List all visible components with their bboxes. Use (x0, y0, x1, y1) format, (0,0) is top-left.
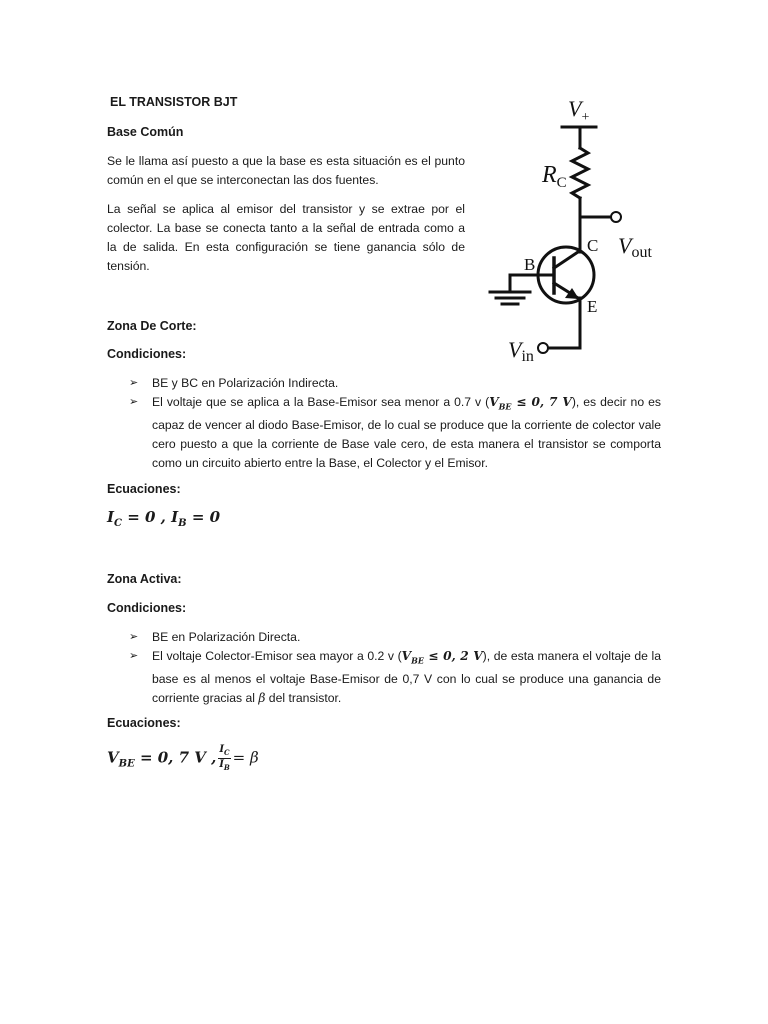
vbe-expression: $V_{BE} \le 0$, 7 V (489, 395, 572, 412)
base-comun-paragraph-1: Se le llama así puesto a que la base es esta situación es el punto común en el que se interconectan las dos fuentes. (107, 154, 465, 187)
activa-equation: $V_{BE} = 0$, 7 V , $\frac{I_C}{I_B}$ = β (107, 744, 259, 772)
activa-conditions-list (107, 628, 661, 708)
zona-activa-heading: Zona Activa: (107, 572, 182, 586)
vplus-label: $V_+$ (568, 96, 590, 125)
list-item: ➢ El voltaje Colector-Emisor sea mayor a 0.2 v ($V_{BE} \le 0$, 2 V), de esta manera el voltaje de la base es al menos el voltaje Base-Emisor de 0,7 V con lo cual se produce una ganancia de corriente gracias al β del transistor. (129, 649, 662, 706)
corte-conditions-label: Condiciones: (107, 347, 187, 361)
activa-conditions-label: Condiciones: (107, 601, 187, 615)
zona-corte-heading: Zona De Corte: (107, 319, 197, 333)
base-label: B (524, 255, 536, 274)
list-item: ➢ BE y BC en Polarización Indirecta. (107, 374, 661, 393)
corte-equations-label: Ecuaciones: (107, 482, 181, 496)
base-comun-paragraph-2: La señal se aplica al emisor del transistor y se extrae por el colector. La base se conecta tanto a la señal de entrada como a la de salida. En esta configuración se tiene ganancia sólo de tensión. (107, 202, 465, 273)
list-item: ➢ El voltaje que se aplica a la Base-Emisor sea menor a 0.7 v ($V_{BE} \le 0$, 7 V), es decir no es capaz de vencer al diodo Base-Emisor, de lo cual se produce que la corriente de colector vale cero puesto a que la corriente de Base vale cero, de esta manera el transistor se comporta como un circuito abierto entre la Base, el Colector y el Emisor. (129, 395, 661, 471)
arrowhead-bullet-icon: ➢ (129, 396, 139, 408)
transistor-collector-lead (554, 252, 578, 268)
page-title: EL TRANSISTOR BJT (110, 95, 238, 109)
vout-terminal (611, 212, 621, 222)
corte-conditions-list (107, 374, 661, 473)
arrowhead-bullet-icon: ➢ (129, 650, 139, 662)
rc-resistor (572, 148, 588, 198)
arrowhead-bullet-icon: ➢ (129, 377, 139, 389)
common-base-circuit-diagram (480, 90, 670, 365)
corte-equation: $I_C = 0$ , $I_B = 0$ (107, 508, 221, 529)
rc-label: $R_C$ (542, 162, 567, 191)
emitter-label: E (587, 297, 598, 316)
ic-over-ib-fraction: $\frac{I_C}{I_B}$ (219, 744, 230, 772)
activa-equations-label: Ecuaciones: (107, 716, 181, 730)
collector-label: C (587, 236, 599, 255)
vin-label: Vin (508, 337, 534, 365)
arrowhead-bullet-icon: ➢ (129, 631, 139, 643)
vbe-expression: $V_{BE} \le 0$, 2 V (401, 649, 483, 666)
base-comun-heading: Base Común (107, 125, 184, 139)
vin-terminal (538, 343, 548, 353)
vout-label: Vout (618, 233, 652, 261)
list-item: ➢ BE en Polarización Directa. (107, 628, 661, 647)
